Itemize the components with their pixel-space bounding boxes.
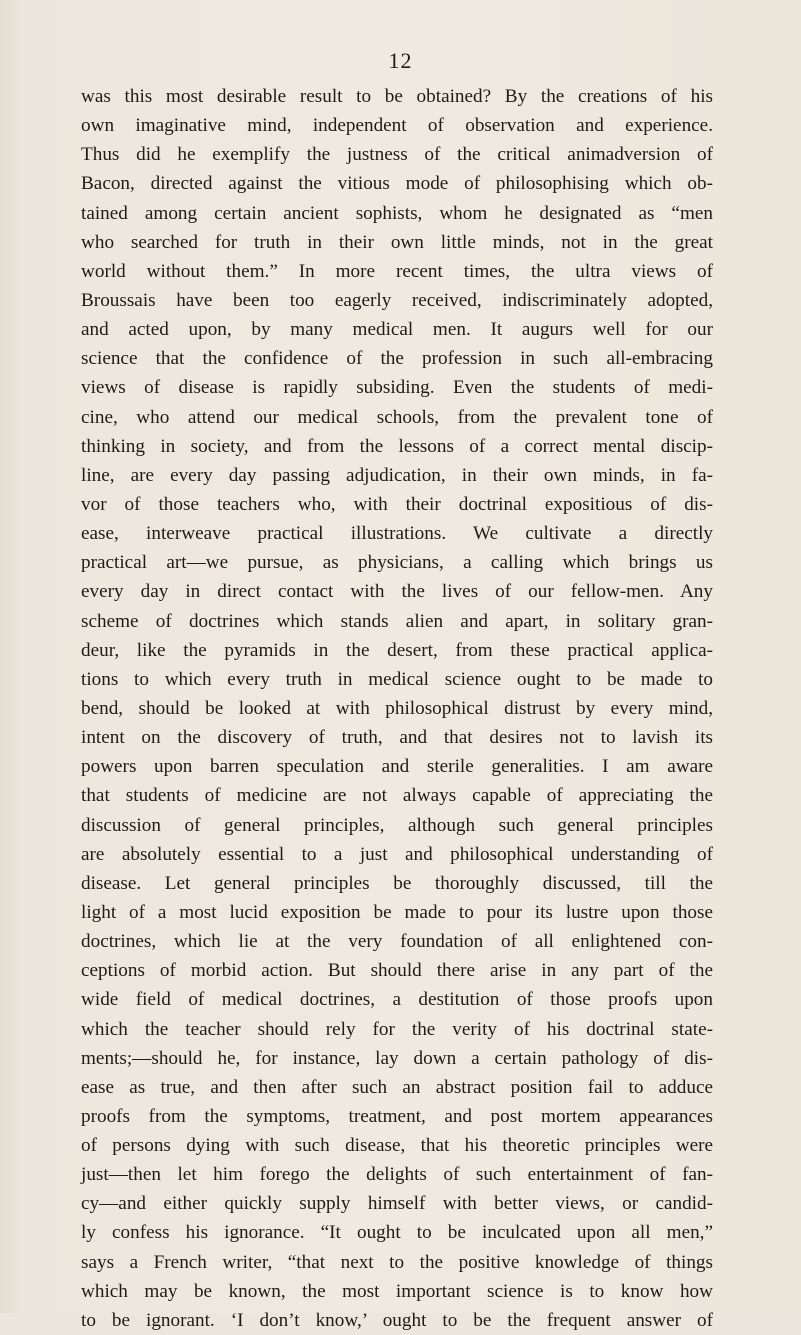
text-line: world without them.” In more recent times, the ultra views of <box>81 260 713 282</box>
text-line: just—then let him forego the delights of such entertainment of fan- <box>81 1164 713 1186</box>
text-line: says a French writer, “that next to the positive knowledge of things <box>81 1251 713 1273</box>
text-line: practical art—we pursue, as physicians, a calling which brings us <box>81 552 713 574</box>
text-line: Broussais have been too eagerly received, indiscriminately adopted, <box>81 289 713 311</box>
text-line: of persons dying with such disease, that his theoretic principles were <box>81 1135 713 1157</box>
text-line: are absolutely essential to a just and philosophical understanding of <box>81 843 713 865</box>
text-line: thinking in society, and from the lessons of a correct mental discip- <box>81 435 713 457</box>
text-line: vor of those teachers who, with their doctrinal expositious of dis- <box>81 493 713 515</box>
text-line: line, are every day passing adjudication, in their own minds, in fa- <box>81 464 713 486</box>
text-line: light of a most lucid exposition be made to pour its lustre upon those <box>81 901 713 923</box>
text-line: every day in direct contact with the lives of our fellow-men. Any <box>81 581 713 603</box>
text-line: that students of medicine are not always capable of appreciating the <box>81 785 713 807</box>
text-line: ly confess his ignorance. “It ought to be inculcated upon all men,” <box>81 1222 713 1244</box>
text-line: ease, interweave practical illustrations. We cultivate a directly <box>81 523 713 545</box>
text-line: cy—and either quickly supply himself with better views, or candid- <box>81 1193 713 1215</box>
text-line: own imaginative mind, independent of observation and experience. <box>81 115 713 137</box>
text-line: ease as true, and then after such an abstract position fail to adduce <box>81 1076 713 1098</box>
text-line: bend, should be looked at with philosophical distrust by every mind, <box>81 697 713 719</box>
body-text <box>81 82 713 1335</box>
text-line: proofs from the symptoms, treatment, and post mortem appearances <box>81 1105 713 1127</box>
text-line: discussion of general principles, although such general principles <box>81 814 713 836</box>
text-line: wide field of medical doctrines, a destitution of those proofs upon <box>81 989 713 1011</box>
text-line: deur, like the pyramids in the desert, from these practical applica- <box>81 639 713 661</box>
text-line: powers upon barren speculation and sterile generalities. I am aware <box>81 756 713 778</box>
text-line: cine, who attend our medical schools, from the prevalent tone of <box>81 406 713 428</box>
text-line: which the teacher should rely for the verity of his doctrinal state- <box>81 1018 713 1040</box>
text-line: views of disease is rapidly subsiding. Even the students of medi- <box>81 377 713 399</box>
text-line: Thus did he exemplify the justness of the critical animadversion of <box>81 144 713 166</box>
text-line: was this most desirable result to be obtained? By the creations of his <box>81 86 713 107</box>
text-line: and acted upon, by many medical men. It augurs well for our <box>81 319 713 341</box>
text-line: tained among certain ancient sophists, whom he designated as “men <box>81 202 713 224</box>
text-line: intent on the discovery of truth, and that desires not to lavish its <box>81 727 713 749</box>
text-line: doctrines, which lie at the very foundation of all enlightened con- <box>81 931 713 953</box>
text-line: disease. Let general principles be thoroughly discussed, till the <box>81 872 713 894</box>
text-line: tions to which every truth in medical science ought to be made to <box>81 668 713 690</box>
text-line: scheme of doctrines which stands alien and apart, in solitary gran- <box>81 610 713 632</box>
page-number: 12 <box>388 48 413 73</box>
text-line: ceptions of morbid action. But should there arise in any part of the <box>81 960 713 982</box>
text-line: to be ignorant. ‘I don’t know,’ ought to be the frequent answer of <box>81 1309 713 1331</box>
text-line: who searched for truth in their own little minds, not in the great <box>81 231 713 253</box>
text-line: which may be known, the most important science is to know how <box>81 1280 713 1302</box>
text-line: ments;—should he, for instance, lay down a certain pathology of dis- <box>81 1047 713 1069</box>
text-line: science that the confidence of the profession in such all-embracing <box>81 348 713 370</box>
text-line: Bacon, directed against the vitious mode of philosophising which ob- <box>81 173 713 195</box>
